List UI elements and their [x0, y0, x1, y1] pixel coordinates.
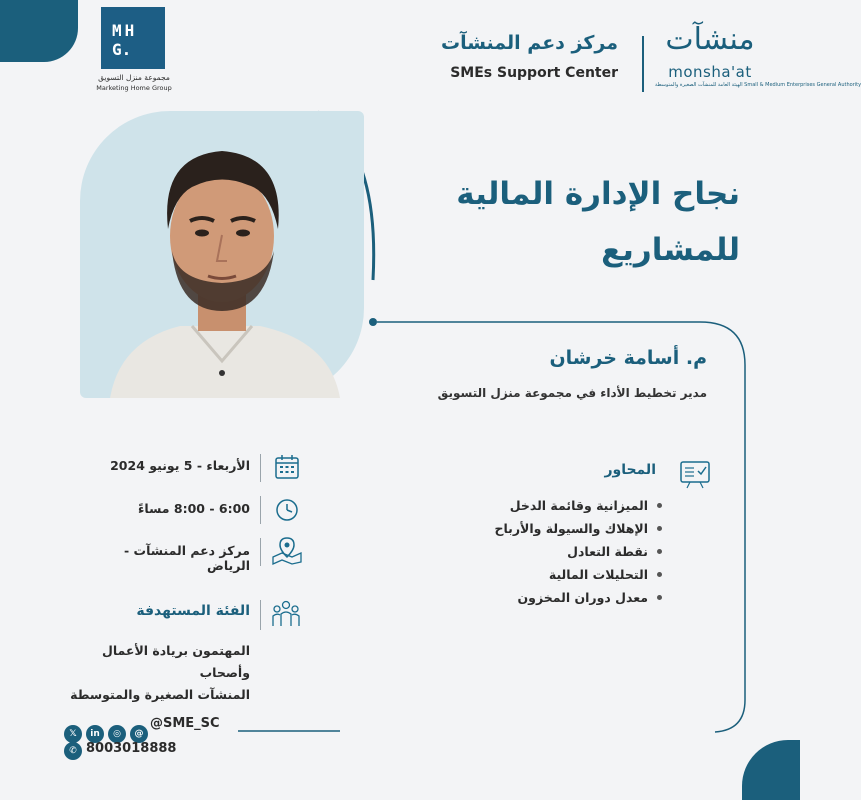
audience-line1: المهتمون بريادة الأعمال وأصحاب	[101, 643, 250, 680]
audience-group-icon	[270, 598, 302, 632]
speaker-portrait-illustration	[80, 111, 364, 398]
audience-line2: المنشآت الصغيرة والمتوسطة	[70, 687, 250, 702]
speaker-name: م. أسامة خرشان	[549, 347, 707, 369]
speaker-photo	[80, 111, 364, 398]
event-location: مركز دعم المنشآت - الرياض	[124, 543, 250, 573]
instagram-icon[interactable]: ◎	[108, 725, 126, 743]
topic-item: التحليلات المالية	[440, 563, 662, 586]
monshaat-logo-en: monsha'at	[668, 63, 752, 81]
clock-icon	[272, 495, 302, 525]
topic-item: نقطة التعادل	[440, 540, 662, 563]
monshaat-tagline: الهيئة العامة للمنشآت الصغيرة والمتوسطة Small & Medium Enterprises General Authority	[655, 82, 861, 88]
map-pin-icon	[270, 535, 300, 565]
checklist-board-icon	[678, 458, 712, 490]
event-time: 6:00 - 8:00 مساءً	[138, 501, 250, 516]
mhg-logo	[101, 7, 165, 69]
event-title	[380, 166, 740, 278]
monshaat-logo-ar: منشآت	[665, 22, 755, 57]
corner-decoration-top-left	[0, 0, 78, 62]
topics-list	[440, 494, 662, 609]
calendar-icon	[272, 452, 302, 482]
center-name-ar: مركز دعم المنشآت	[440, 32, 618, 54]
divider	[260, 496, 261, 524]
audience-description	[60, 640, 250, 706]
mhg-name-en: Marketing Home Group	[96, 84, 172, 92]
phone-number[interactable]: 8003018888	[86, 741, 177, 756]
linkedin-icon[interactable]: in	[86, 725, 104, 743]
event-title-line2: للمشاريع	[601, 232, 740, 268]
event-date: الأربعاء - 5 يونيو 2024	[110, 458, 250, 473]
speaker-role: مدير تخطيط الأداء في مجموعة منزل التسويق	[437, 386, 707, 400]
topic-item: الإهلاك والسيولة والأرباح	[440, 517, 662, 540]
header-divider	[642, 36, 644, 92]
threads-icon[interactable]: @	[130, 725, 148, 743]
mhg-logo-line2: G.	[112, 40, 132, 59]
topic-item: معدل دوران المخزون	[440, 586, 662, 609]
audience-heading: الفئة المستهدفة	[136, 603, 250, 619]
divider	[260, 600, 261, 630]
social-handle[interactable]: @SME_SC	[150, 716, 220, 731]
center-name-en: SMEs Support Center	[450, 65, 618, 81]
corner-decoration-bottom-right	[742, 740, 800, 800]
event-title-line1: نجاح الإدارة المالية	[456, 176, 740, 212]
topics-heading: المحاور	[604, 462, 656, 478]
mhg-logo-line1: MH	[112, 21, 138, 40]
phone-icon: ✆	[64, 742, 82, 760]
mhg-name-ar: مجموعة منزل التسويق	[98, 73, 170, 82]
divider	[260, 538, 261, 566]
divider	[260, 454, 261, 482]
topic-item: الميزانية وقائمة الدخل	[440, 494, 662, 517]
x-icon[interactable]: 𝕏	[64, 725, 82, 743]
